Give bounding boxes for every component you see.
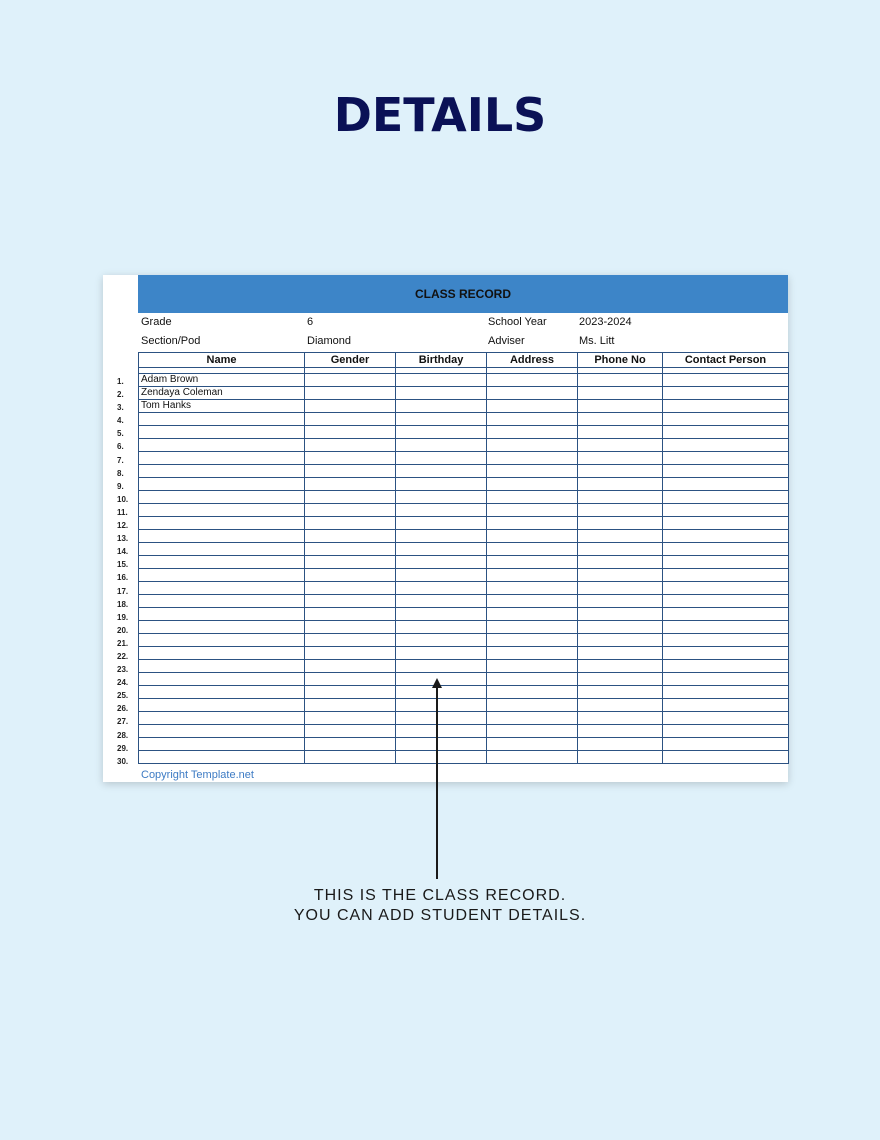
- name-cell[interactable]: [139, 621, 305, 634]
- phone-cell[interactable]: [578, 517, 663, 530]
- table-row: [139, 400, 789, 413]
- row-number: 12.: [117, 521, 129, 531]
- phone-cell[interactable]: [578, 452, 663, 465]
- phone-cell[interactable]: [578, 595, 663, 608]
- phone-cell[interactable]: [578, 556, 663, 569]
- birthday-cell[interactable]: [396, 400, 487, 413]
- phone-cell[interactable]: [578, 530, 663, 543]
- name-cell[interactable]: [139, 712, 305, 725]
- gender-cell[interactable]: [305, 517, 396, 530]
- birthday-cell[interactable]: [396, 569, 487, 582]
- birthday-cell[interactable]: [396, 556, 487, 569]
- row-number: 17.: [117, 586, 129, 596]
- contact-person-cell[interactable]: [663, 517, 789, 530]
- gender-cell[interactable]: [305, 478, 396, 491]
- row-number: 8.: [117, 468, 124, 478]
- gender-cell[interactable]: [305, 400, 396, 413]
- address-cell[interactable]: [487, 465, 578, 478]
- row-number: 4.: [117, 416, 124, 426]
- name-cell[interactable]: [139, 660, 305, 673]
- table-row: [139, 374, 789, 387]
- page-title: DETAILS: [333, 88, 547, 142]
- gender-cell[interactable]: [305, 725, 396, 738]
- phone-cell[interactable]: [578, 413, 663, 426]
- table-row: [139, 452, 789, 465]
- contact-person-cell[interactable]: [663, 439, 789, 452]
- name-cell[interactable]: [139, 582, 305, 595]
- contact-person-cell[interactable]: [663, 465, 789, 478]
- address-cell[interactable]: [487, 582, 578, 595]
- row-number: 21.: [117, 638, 129, 648]
- address-cell[interactable]: [487, 374, 578, 387]
- row-number: 15.: [117, 560, 129, 570]
- contact-person-cell[interactable]: [663, 452, 789, 465]
- contact-person-cell[interactable]: [663, 686, 789, 699]
- phone-cell[interactable]: [578, 673, 663, 686]
- birthday-cell[interactable]: [396, 530, 487, 543]
- name-cell[interactable]: [139, 556, 305, 569]
- birthday-cell[interactable]: [396, 387, 487, 400]
- name-cell[interactable]: [139, 465, 305, 478]
- birthday-cell[interactable]: [396, 478, 487, 491]
- table-row: [139, 751, 789, 764]
- row-number: 14.: [117, 547, 129, 557]
- row-number: 9.: [117, 481, 124, 491]
- phone-cell[interactable]: [578, 504, 663, 517]
- caption-line-2: YOU CAN ADD STUDENT DETAILS.: [293, 907, 587, 924]
- table-row: [139, 569, 789, 582]
- table-row: [139, 621, 789, 634]
- name-cell[interactable]: Tom Hanks: [139, 400, 305, 413]
- grade-label: Grade: [141, 316, 172, 328]
- address-cell[interactable]: [487, 400, 578, 413]
- phone-cell[interactable]: [578, 647, 663, 660]
- contact-person-cell[interactable]: [663, 751, 789, 764]
- birthday-cell[interactable]: [396, 452, 487, 465]
- gender-cell[interactable]: [305, 634, 396, 647]
- gender-cell[interactable]: [305, 374, 396, 387]
- contact-person-cell[interactable]: [663, 530, 789, 543]
- birthday-cell[interactable]: [396, 725, 487, 738]
- contact-person-cell[interactable]: [663, 660, 789, 673]
- row-number: 18.: [117, 599, 129, 609]
- gender-cell[interactable]: [305, 595, 396, 608]
- gender-cell[interactable]: [305, 621, 396, 634]
- section-label: Section/Pod: [141, 335, 201, 347]
- gender-cell[interactable]: [305, 712, 396, 725]
- contact-person-cell[interactable]: [663, 621, 789, 634]
- address-cell[interactable]: [487, 413, 578, 426]
- gender-cell[interactable]: [305, 738, 396, 751]
- phone-cell[interactable]: [578, 439, 663, 452]
- table-row: [139, 504, 789, 517]
- row-number: 23.: [117, 665, 129, 675]
- phone-cell[interactable]: [578, 608, 663, 621]
- contact-person-cell[interactable]: [663, 673, 789, 686]
- phone-cell[interactable]: [578, 660, 663, 673]
- phone-cell[interactable]: [578, 582, 663, 595]
- gender-cell[interactable]: [305, 465, 396, 478]
- row-number: 6.: [117, 442, 124, 452]
- name-cell[interactable]: Adam Brown: [139, 374, 305, 387]
- birthday-cell[interactable]: [396, 374, 487, 387]
- row-number: 29.: [117, 743, 129, 753]
- address-cell[interactable]: [487, 387, 578, 400]
- address-cell[interactable]: [487, 699, 578, 712]
- address-cell[interactable]: [487, 738, 578, 751]
- table-row: [139, 517, 789, 530]
- contact-person-cell[interactable]: [663, 634, 789, 647]
- table-row: [139, 595, 789, 608]
- birthday-cell[interactable]: [396, 426, 487, 439]
- name-cell[interactable]: [139, 452, 305, 465]
- phone-cell[interactable]: [578, 725, 663, 738]
- contact-person-cell[interactable]: [663, 725, 789, 738]
- gender-cell[interactable]: [305, 543, 396, 556]
- address-cell[interactable]: [487, 452, 578, 465]
- table-row: [139, 413, 789, 426]
- school-year-value[interactable]: 2023-2024: [579, 316, 632, 328]
- contact-person-cell[interactable]: [663, 400, 789, 413]
- name-cell[interactable]: [139, 439, 305, 452]
- name-cell[interactable]: [139, 530, 305, 543]
- birthday-cell[interactable]: [396, 465, 487, 478]
- contact-person-cell[interactable]: [663, 608, 789, 621]
- birthday-cell[interactable]: [396, 543, 487, 556]
- table-row: [139, 738, 789, 751]
- contact-person-cell[interactable]: [663, 387, 789, 400]
- row-number-column: [103, 375, 133, 768]
- phone-cell[interactable]: [578, 634, 663, 647]
- phone-cell[interactable]: [578, 699, 663, 712]
- contact-person-cell[interactable]: [663, 712, 789, 725]
- gender-cell[interactable]: [305, 413, 396, 426]
- contact-person-cell[interactable]: [663, 582, 789, 595]
- table-row: [139, 530, 789, 543]
- contact-person-cell[interactable]: [663, 413, 789, 426]
- phone-cell[interactable]: [578, 712, 663, 725]
- address-cell[interactable]: [487, 673, 578, 686]
- gender-cell[interactable]: [305, 660, 396, 673]
- address-cell[interactable]: [487, 725, 578, 738]
- row-number: 11.: [117, 507, 128, 517]
- class-record-sheet: [103, 275, 788, 782]
- address-cell[interactable]: [487, 608, 578, 621]
- caption: [0, 886, 880, 926]
- name-cell[interactable]: [139, 478, 305, 491]
- gender-cell[interactable]: [305, 439, 396, 452]
- table-row: [139, 543, 789, 556]
- address-cell[interactable]: [487, 569, 578, 582]
- name-cell[interactable]: [139, 699, 305, 712]
- row-number: 24.: [117, 678, 129, 688]
- row-number: 7.: [117, 455, 124, 465]
- birthday-cell[interactable]: [396, 660, 487, 673]
- phone-cell[interactable]: [578, 426, 663, 439]
- gender-cell[interactable]: [305, 582, 396, 595]
- adviser-label: Adviser: [488, 335, 525, 347]
- row-number: 25.: [117, 691, 129, 701]
- column-header-address: Address: [487, 353, 578, 368]
- column-header-name: Name: [139, 353, 305, 368]
- address-cell[interactable]: [487, 712, 578, 725]
- row-number: 16.: [117, 573, 129, 583]
- name-cell[interactable]: [139, 634, 305, 647]
- name-cell[interactable]: [139, 543, 305, 556]
- column-header-birthday: Birthday: [396, 353, 487, 368]
- phone-cell[interactable]: [578, 621, 663, 634]
- table-row: [139, 712, 789, 725]
- gender-cell[interactable]: [305, 699, 396, 712]
- address-cell[interactable]: [487, 595, 578, 608]
- birthday-cell[interactable]: [396, 751, 487, 764]
- contact-person-cell[interactable]: [663, 504, 789, 517]
- table-row: [139, 465, 789, 478]
- table-row: [139, 634, 789, 647]
- table-row: [139, 426, 789, 439]
- table-row: [139, 673, 789, 686]
- contact-person-cell[interactable]: [663, 556, 789, 569]
- address-cell[interactable]: [487, 556, 578, 569]
- column-header-gender: Gender: [305, 353, 396, 368]
- name-cell[interactable]: [139, 595, 305, 608]
- gender-cell[interactable]: [305, 387, 396, 400]
- address-cell[interactable]: [487, 426, 578, 439]
- name-cell[interactable]: [139, 686, 305, 699]
- phone-cell[interactable]: [578, 738, 663, 751]
- contact-person-cell[interactable]: [663, 491, 789, 504]
- birthday-cell[interactable]: [396, 491, 487, 504]
- address-cell[interactable]: [487, 491, 578, 504]
- contact-person-cell[interactable]: [663, 738, 789, 751]
- class-record-table: [138, 352, 789, 764]
- adviser-value[interactable]: Ms. Litt: [579, 335, 615, 347]
- birthday-cell[interactable]: [396, 712, 487, 725]
- table-row: [139, 439, 789, 452]
- name-cell[interactable]: [139, 647, 305, 660]
- pointer-arrow-line: [436, 686, 438, 879]
- name-cell[interactable]: Zendaya Coleman: [139, 387, 305, 400]
- address-cell[interactable]: [487, 439, 578, 452]
- row-number: 30.: [117, 756, 129, 766]
- birthday-cell[interactable]: [396, 595, 487, 608]
- table-row: [139, 686, 789, 699]
- name-cell[interactable]: [139, 608, 305, 621]
- birthday-cell[interactable]: [396, 517, 487, 530]
- row-number: 26.: [117, 704, 129, 714]
- school-year-label: School Year: [488, 316, 547, 328]
- address-cell[interactable]: [487, 504, 578, 517]
- name-cell[interactable]: [139, 491, 305, 504]
- phone-cell[interactable]: [578, 569, 663, 582]
- info-row-section: [138, 332, 788, 351]
- phone-cell[interactable]: [578, 478, 663, 491]
- column-header-phone: Phone No: [578, 353, 663, 368]
- row-number: 2.: [117, 390, 124, 400]
- table-row: [139, 556, 789, 569]
- birthday-cell[interactable]: [396, 647, 487, 660]
- table-row: [139, 491, 789, 504]
- gender-cell[interactable]: [305, 569, 396, 582]
- phone-cell[interactable]: [578, 543, 663, 556]
- birthday-cell[interactable]: [396, 582, 487, 595]
- name-cell[interactable]: [139, 504, 305, 517]
- name-cell[interactable]: [139, 751, 305, 764]
- gender-cell[interactable]: [305, 530, 396, 543]
- address-cell[interactable]: [487, 634, 578, 647]
- contact-person-cell[interactable]: [663, 699, 789, 712]
- gender-cell[interactable]: [305, 647, 396, 660]
- row-number: 19.: [117, 612, 129, 622]
- contact-person-cell[interactable]: [663, 543, 789, 556]
- gender-cell[interactable]: [305, 686, 396, 699]
- section-value[interactable]: Diamond: [307, 335, 352, 347]
- phone-cell[interactable]: [578, 491, 663, 504]
- row-number: 22.: [117, 651, 129, 661]
- table-row: [139, 478, 789, 491]
- address-cell[interactable]: [487, 530, 578, 543]
- address-cell[interactable]: [487, 751, 578, 764]
- row-number: 5.: [117, 429, 124, 439]
- birthday-cell[interactable]: [396, 634, 487, 647]
- row-number: 3.: [117, 403, 124, 413]
- name-cell[interactable]: [139, 725, 305, 738]
- address-cell[interactable]: [487, 686, 578, 699]
- table-row: [139, 608, 789, 621]
- table-row: [139, 647, 789, 660]
- gender-cell[interactable]: [305, 673, 396, 686]
- table-row: [139, 387, 789, 400]
- gender-cell[interactable]: [305, 556, 396, 569]
- contact-person-cell[interactable]: [663, 374, 789, 387]
- row-number: 20.: [117, 625, 129, 635]
- name-cell[interactable]: [139, 517, 305, 530]
- phone-cell[interactable]: [578, 465, 663, 478]
- contact-person-cell[interactable]: [663, 478, 789, 491]
- birthday-cell[interactable]: [396, 504, 487, 517]
- address-cell[interactable]: [487, 621, 578, 634]
- phone-cell[interactable]: [578, 686, 663, 699]
- address-cell[interactable]: [487, 517, 578, 530]
- gender-cell[interactable]: [305, 426, 396, 439]
- row-number: 13.: [117, 534, 129, 544]
- caption-line-1: THIS IS THE CLASS RECORD.: [313, 887, 567, 904]
- row-number: 10.: [117, 494, 129, 504]
- address-cell[interactable]: [487, 647, 578, 660]
- contact-person-cell[interactable]: [663, 595, 789, 608]
- name-cell[interactable]: [139, 673, 305, 686]
- phone-cell[interactable]: [578, 400, 663, 413]
- name-cell[interactable]: [139, 569, 305, 582]
- table-row: [139, 725, 789, 738]
- birthday-cell[interactable]: [396, 621, 487, 634]
- address-cell[interactable]: [487, 660, 578, 673]
- table-row: [139, 660, 789, 673]
- copyright-link[interactable]: Copyright Template.net: [141, 769, 254, 781]
- gender-cell[interactable]: [305, 452, 396, 465]
- table-row: [139, 699, 789, 712]
- grade-value[interactable]: 6: [307, 316, 314, 328]
- birthday-cell[interactable]: [396, 608, 487, 621]
- contact-person-cell[interactable]: [663, 569, 789, 582]
- name-cell[interactable]: [139, 413, 305, 426]
- class-record-title: CLASS RECORD: [138, 275, 788, 313]
- row-number: 27.: [117, 717, 129, 727]
- birthday-cell[interactable]: [396, 738, 487, 751]
- name-cell[interactable]: [139, 738, 305, 751]
- table-row: [139, 582, 789, 595]
- info-row-grade: [138, 313, 788, 332]
- gender-cell[interactable]: [305, 608, 396, 621]
- row-number: 28.: [117, 730, 129, 740]
- gender-cell[interactable]: [305, 751, 396, 764]
- contact-person-cell[interactable]: [663, 647, 789, 660]
- contact-person-cell[interactable]: [663, 426, 789, 439]
- gender-cell[interactable]: [305, 504, 396, 517]
- address-cell[interactable]: [487, 478, 578, 491]
- address-cell[interactable]: [487, 543, 578, 556]
- column-header-contact-person: Contact Person: [663, 353, 789, 368]
- phone-cell[interactable]: [578, 387, 663, 400]
- name-cell[interactable]: [139, 426, 305, 439]
- gender-cell[interactable]: [305, 491, 396, 504]
- phone-cell[interactable]: [578, 751, 663, 764]
- phone-cell[interactable]: [578, 374, 663, 387]
- row-number: 1.: [117, 377, 124, 386]
- birthday-cell[interactable]: [396, 413, 487, 426]
- birthday-cell[interactable]: [396, 699, 487, 712]
- table-header-row: [139, 353, 789, 368]
- birthday-cell[interactable]: [396, 439, 487, 452]
